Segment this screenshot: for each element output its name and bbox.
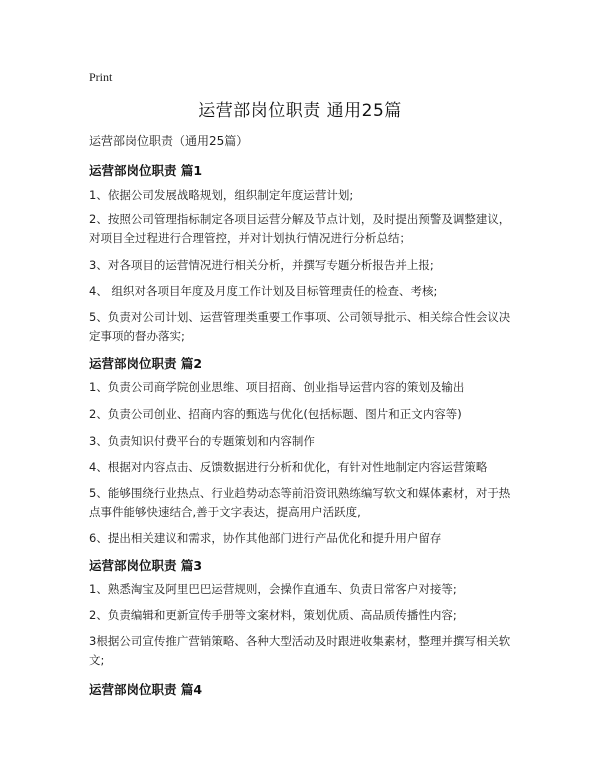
document-title: 运营部岗位职责 通用25篇 bbox=[198, 101, 402, 121]
section-heading-2: 运营部岗位职责 篇2 bbox=[89, 356, 203, 371]
section-1-item-3: 3、对各项目的运营情况进行相关分析，并撰写专题分析报告并上报; bbox=[89, 258, 434, 272]
section-2-item-1: 1、负责公司商学院创业思维、项目招商、创业指导运营内容的策划及输出 bbox=[89, 380, 465, 394]
section-2-item-5: 5、能够围绕行业热点、行业趋势动态等前沿资讯熟练编写软文和媒体素材，对于热点事件能够快速结合,善于文字表达，提高用户活跃度, bbox=[89, 486, 511, 519]
section-heading-4: 运营部岗位职责 篇4 bbox=[89, 682, 203, 697]
section-1-item-1: 1、依据公司发展战略规划，组织制定年度运营计划; bbox=[89, 188, 354, 202]
section-1-item-4: 4、 组织对各项目年度及月度工作计划及目标管理责任的检查、考核; bbox=[89, 284, 438, 298]
print-label[interactable]: Print bbox=[89, 70, 113, 84]
section-heading-3: 运营部岗位职责 篇3 bbox=[89, 558, 203, 573]
document-subtitle: 运营部岗位职责（通用25篇） bbox=[89, 134, 249, 148]
section-3-item-1: 1、熟悉淘宝及阿里巴巴运营规则，会操作直通车、负责日常客户对接等; bbox=[89, 582, 457, 596]
section-2-item-3: 3、负责知识付费平台的专题策划和内容制作 bbox=[89, 434, 315, 448]
section-heading-1: 运营部岗位职责 篇1 bbox=[89, 163, 203, 178]
section-2-item-4: 4、根据对内容点击、反馈数据进行分析和优化，有针对性地制定内容运营策略 bbox=[89, 460, 488, 474]
section-1-item-5: 5、负责对公司计划、运营管理类重要工作事项、公司领导批示、相关综合性会议决定事项的督办落实; bbox=[89, 310, 511, 343]
section-3-item-3: 3根据公司宣传推广营销策略、各种大型活动及时跟进收集素材，整理并撰写相关软文; bbox=[89, 634, 511, 667]
section-2-item-6: 6、提出相关建议和需求，协作其他部门进行产品优化和提升用户留存 bbox=[89, 531, 442, 545]
section-3-item-2: 2、负责编辑和更新宣传手册等文案材料，策划优质、高品质传播性内容; bbox=[89, 608, 457, 622]
section-1-item-2: 2、按照公司管理指标制定各项目运营分解及节点计划，及时提出预警及调整建议，对项目全过程进行合理管控，并对计划执行情况进行分析总结； bbox=[89, 212, 511, 245]
section-2-item-2: 2、负责公司创业、招商内容的甄选与优化(包括标题、图片和正文内容等) bbox=[89, 407, 462, 421]
